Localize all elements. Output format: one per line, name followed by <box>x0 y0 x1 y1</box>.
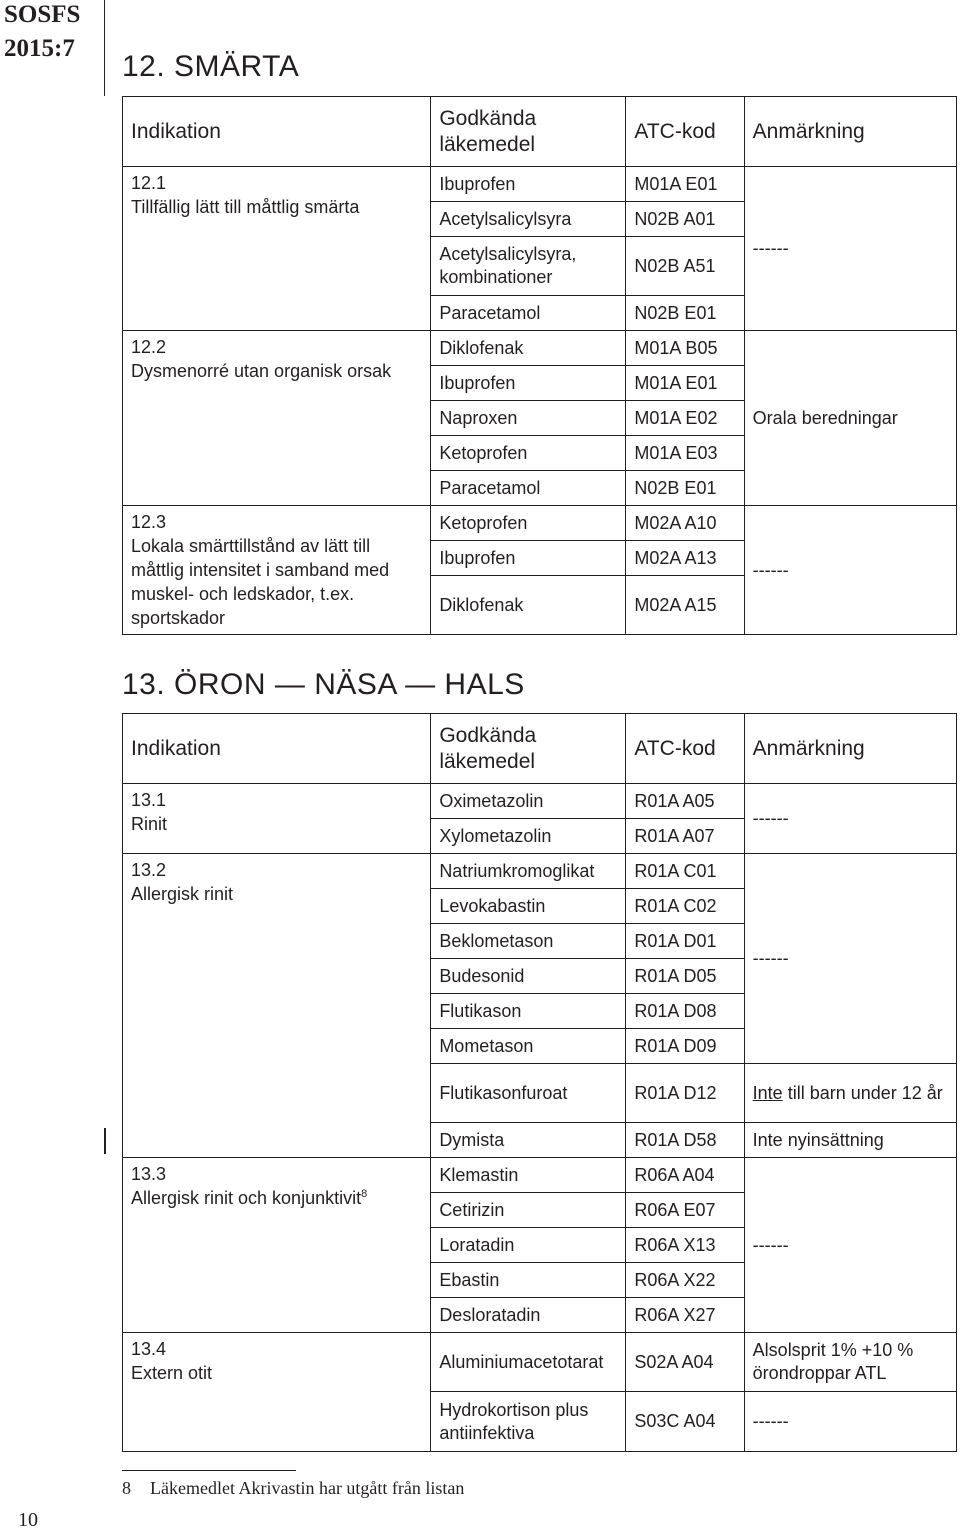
drug-cell: Oximetazolin <box>431 784 626 819</box>
remark-cell: Inte nyinsättning <box>744 1123 956 1158</box>
atc-cell: M01A E03 <box>626 436 744 471</box>
drug-cell: Ibuprofen <box>431 366 626 401</box>
series-number: 2015:7 <box>4 35 75 62</box>
remark-cell: ------ <box>744 506 956 635</box>
indication-number: 13.4 <box>131 1339 167 1359</box>
drug-cell: Natriumkromoglikat <box>431 854 626 889</box>
atc-cell: N02B E01 <box>626 471 744 506</box>
atc-cell: S03C A04 <box>626 1392 744 1452</box>
drug-cell: Ketoprofen <box>431 506 626 541</box>
atc-cell: R01A D08 <box>626 994 744 1029</box>
drug-cell: Levokabastin <box>431 889 626 924</box>
column-header-indication: Indikation <box>123 97 431 167</box>
indication-cell <box>123 784 431 854</box>
page-number: 10 <box>18 1509 38 1531</box>
indication-cell <box>123 506 431 635</box>
drug-cell: Dymista <box>431 1123 626 1158</box>
drug-cell: Budesonid <box>431 959 626 994</box>
atc-cell: S02A A04 <box>626 1333 744 1392</box>
indication-number: 13.1 <box>131 790 167 810</box>
document-series-box <box>0 0 105 96</box>
atc-cell: R06A X13 <box>626 1228 744 1263</box>
section-13-table <box>122 713 957 1452</box>
column-header-indication: Indikation <box>123 714 431 784</box>
remark-cell: ------ <box>744 1158 956 1333</box>
drug-cell: Acetylsalicylsyra, kombinationer <box>431 237 626 296</box>
footnote-text: Läkemedlet Akrivastin har utgått från listan <box>150 1478 465 1498</box>
table-header-row <box>123 97 957 167</box>
remark-text: till barn under 12 år <box>782 1082 943 1103</box>
indication-number: 12.3 <box>131 512 167 532</box>
table-row <box>123 784 957 819</box>
column-header-drugs: Godkända läkemedel <box>431 97 626 167</box>
drug-cell: Paracetamol <box>431 471 626 506</box>
drug-cell: Acetylsalicylsyra <box>431 202 626 237</box>
atc-cell: R01A D58 <box>626 1123 744 1158</box>
series-label: SOSFS <box>4 1 81 28</box>
atc-cell: R01A C01 <box>626 854 744 889</box>
section-12-table <box>122 96 957 635</box>
drug-cell: Cetirizin <box>431 1193 626 1228</box>
drug-cell: Beklometason <box>431 924 626 959</box>
drug-cell: Ibuprofen <box>431 541 626 576</box>
footnote <box>122 1476 464 1500</box>
remark-emphasis: Inte <box>752 1082 783 1103</box>
drug-cell: Diklofenak <box>431 576 626 635</box>
remark-cell: ------ <box>744 167 956 331</box>
atc-cell: R06A E07 <box>626 1193 744 1228</box>
footnote-reference: 8 <box>361 1188 368 1200</box>
indication-cell <box>123 331 431 506</box>
drug-cell: Hydrokortison plus antiinfektiva <box>431 1392 626 1452</box>
indication-text: Tillfällig lätt till måttlig smärta <box>131 197 360 217</box>
indication-text: Allergisk rinit <box>131 884 234 904</box>
atc-cell: R01A D12 <box>626 1064 744 1123</box>
drug-cell: Ibuprofen <box>431 167 626 202</box>
drug-cell: Desloratadin <box>431 1298 626 1333</box>
drug-cell: Naproxen <box>431 401 626 436</box>
indication-number: 13.3 <box>131 1164 167 1184</box>
footnote-number: 8 <box>122 1478 131 1498</box>
atc-cell: M01A E01 <box>626 167 744 202</box>
column-header-drugs: Godkända läkemedel <box>431 714 626 784</box>
atc-cell: R06A X27 <box>626 1298 744 1333</box>
drug-cell: Diklofenak <box>431 331 626 366</box>
indication-number: 12.2 <box>131 337 167 357</box>
drug-cell: Ketoprofen <box>431 436 626 471</box>
atc-cell: M02A A15 <box>626 576 744 635</box>
atc-cell: R06A X22 <box>626 1263 744 1298</box>
remark-cell: ------ <box>744 1392 956 1452</box>
drug-cell: Flutikason <box>431 994 626 1029</box>
revision-marker <box>104 1128 106 1154</box>
atc-cell: R01A A05 <box>626 784 744 819</box>
drug-cell: Mometason <box>431 1029 626 1064</box>
indication-cell <box>123 167 431 331</box>
drug-cell: Loratadin <box>431 1228 626 1263</box>
indication-text-wrap <box>131 1186 430 1210</box>
remark-cell: ------ <box>744 854 956 1064</box>
table-row <box>123 167 957 202</box>
section-12-title: 12. SMÄRTA <box>122 50 300 83</box>
section-13-title: 13. ÖRON — NÄSA — HALS <box>122 668 525 701</box>
indication-cell <box>123 1333 431 1452</box>
indication-number: 12.1 <box>131 173 167 193</box>
atc-cell: M02A A13 <box>626 541 744 576</box>
atc-cell: M01A B05 <box>626 331 744 366</box>
indication-cell <box>123 1158 431 1333</box>
indication-cell <box>123 854 431 1158</box>
atc-cell: N02B A01 <box>626 202 744 237</box>
remark-cell: ------ <box>744 784 956 854</box>
drug-cell: Klemastin <box>431 1158 626 1193</box>
footnote-divider <box>122 1470 296 1471</box>
atc-cell: R01A D09 <box>626 1029 744 1064</box>
atc-cell: R01A D05 <box>626 959 744 994</box>
indication-text: Allergisk rinit och konjunktivit <box>131 1188 362 1208</box>
drug-cell: Paracetamol <box>431 296 626 331</box>
atc-cell: M01A E02 <box>626 401 744 436</box>
atc-cell: R01A C02 <box>626 889 744 924</box>
atc-cell: M01A E01 <box>626 366 744 401</box>
indication-number: 13.2 <box>131 860 167 880</box>
atc-cell: R01A A07 <box>626 819 744 854</box>
atc-cell: N02B E01 <box>626 296 744 331</box>
drug-cell: Ebastin <box>431 1263 626 1298</box>
table-row <box>123 1158 957 1193</box>
remark-cell <box>744 1064 956 1123</box>
drug-cell: Xylometazolin <box>431 819 626 854</box>
indication-text: Lokala smärttillstånd av lätt till måttlig intensitet i samband med muskel- och ledskador, t.ex. sportskador <box>131 536 390 628</box>
atc-cell: R06A A04 <box>626 1158 744 1193</box>
column-header-remark: Anmärkning <box>744 714 956 784</box>
drug-cell: Flutikasonfuroat <box>431 1064 626 1123</box>
column-header-remark: Anmärkning <box>744 97 956 167</box>
atc-cell: R01A D01 <box>626 924 744 959</box>
table-row <box>123 331 957 366</box>
table-row <box>123 1333 957 1392</box>
column-header-atc: ATC-kod <box>626 714 744 784</box>
table-row <box>123 854 957 889</box>
remark-cell: Alsolsprit 1% +10 % örondroppar ATL <box>744 1333 956 1392</box>
atc-cell: N02B A51 <box>626 237 744 296</box>
indication-text: Rinit <box>131 814 168 834</box>
drug-cell: Aluminiumacetotarat <box>431 1333 626 1392</box>
remark-cell: Orala beredningar <box>744 331 956 506</box>
table-header-row <box>123 714 957 784</box>
indication-text: Dysmenorré utan organisk orsak <box>131 361 392 381</box>
indication-text: Extern otit <box>131 1363 213 1383</box>
table-row <box>123 506 957 541</box>
column-header-atc: ATC-kod <box>626 97 744 167</box>
atc-cell: M02A A10 <box>626 506 744 541</box>
